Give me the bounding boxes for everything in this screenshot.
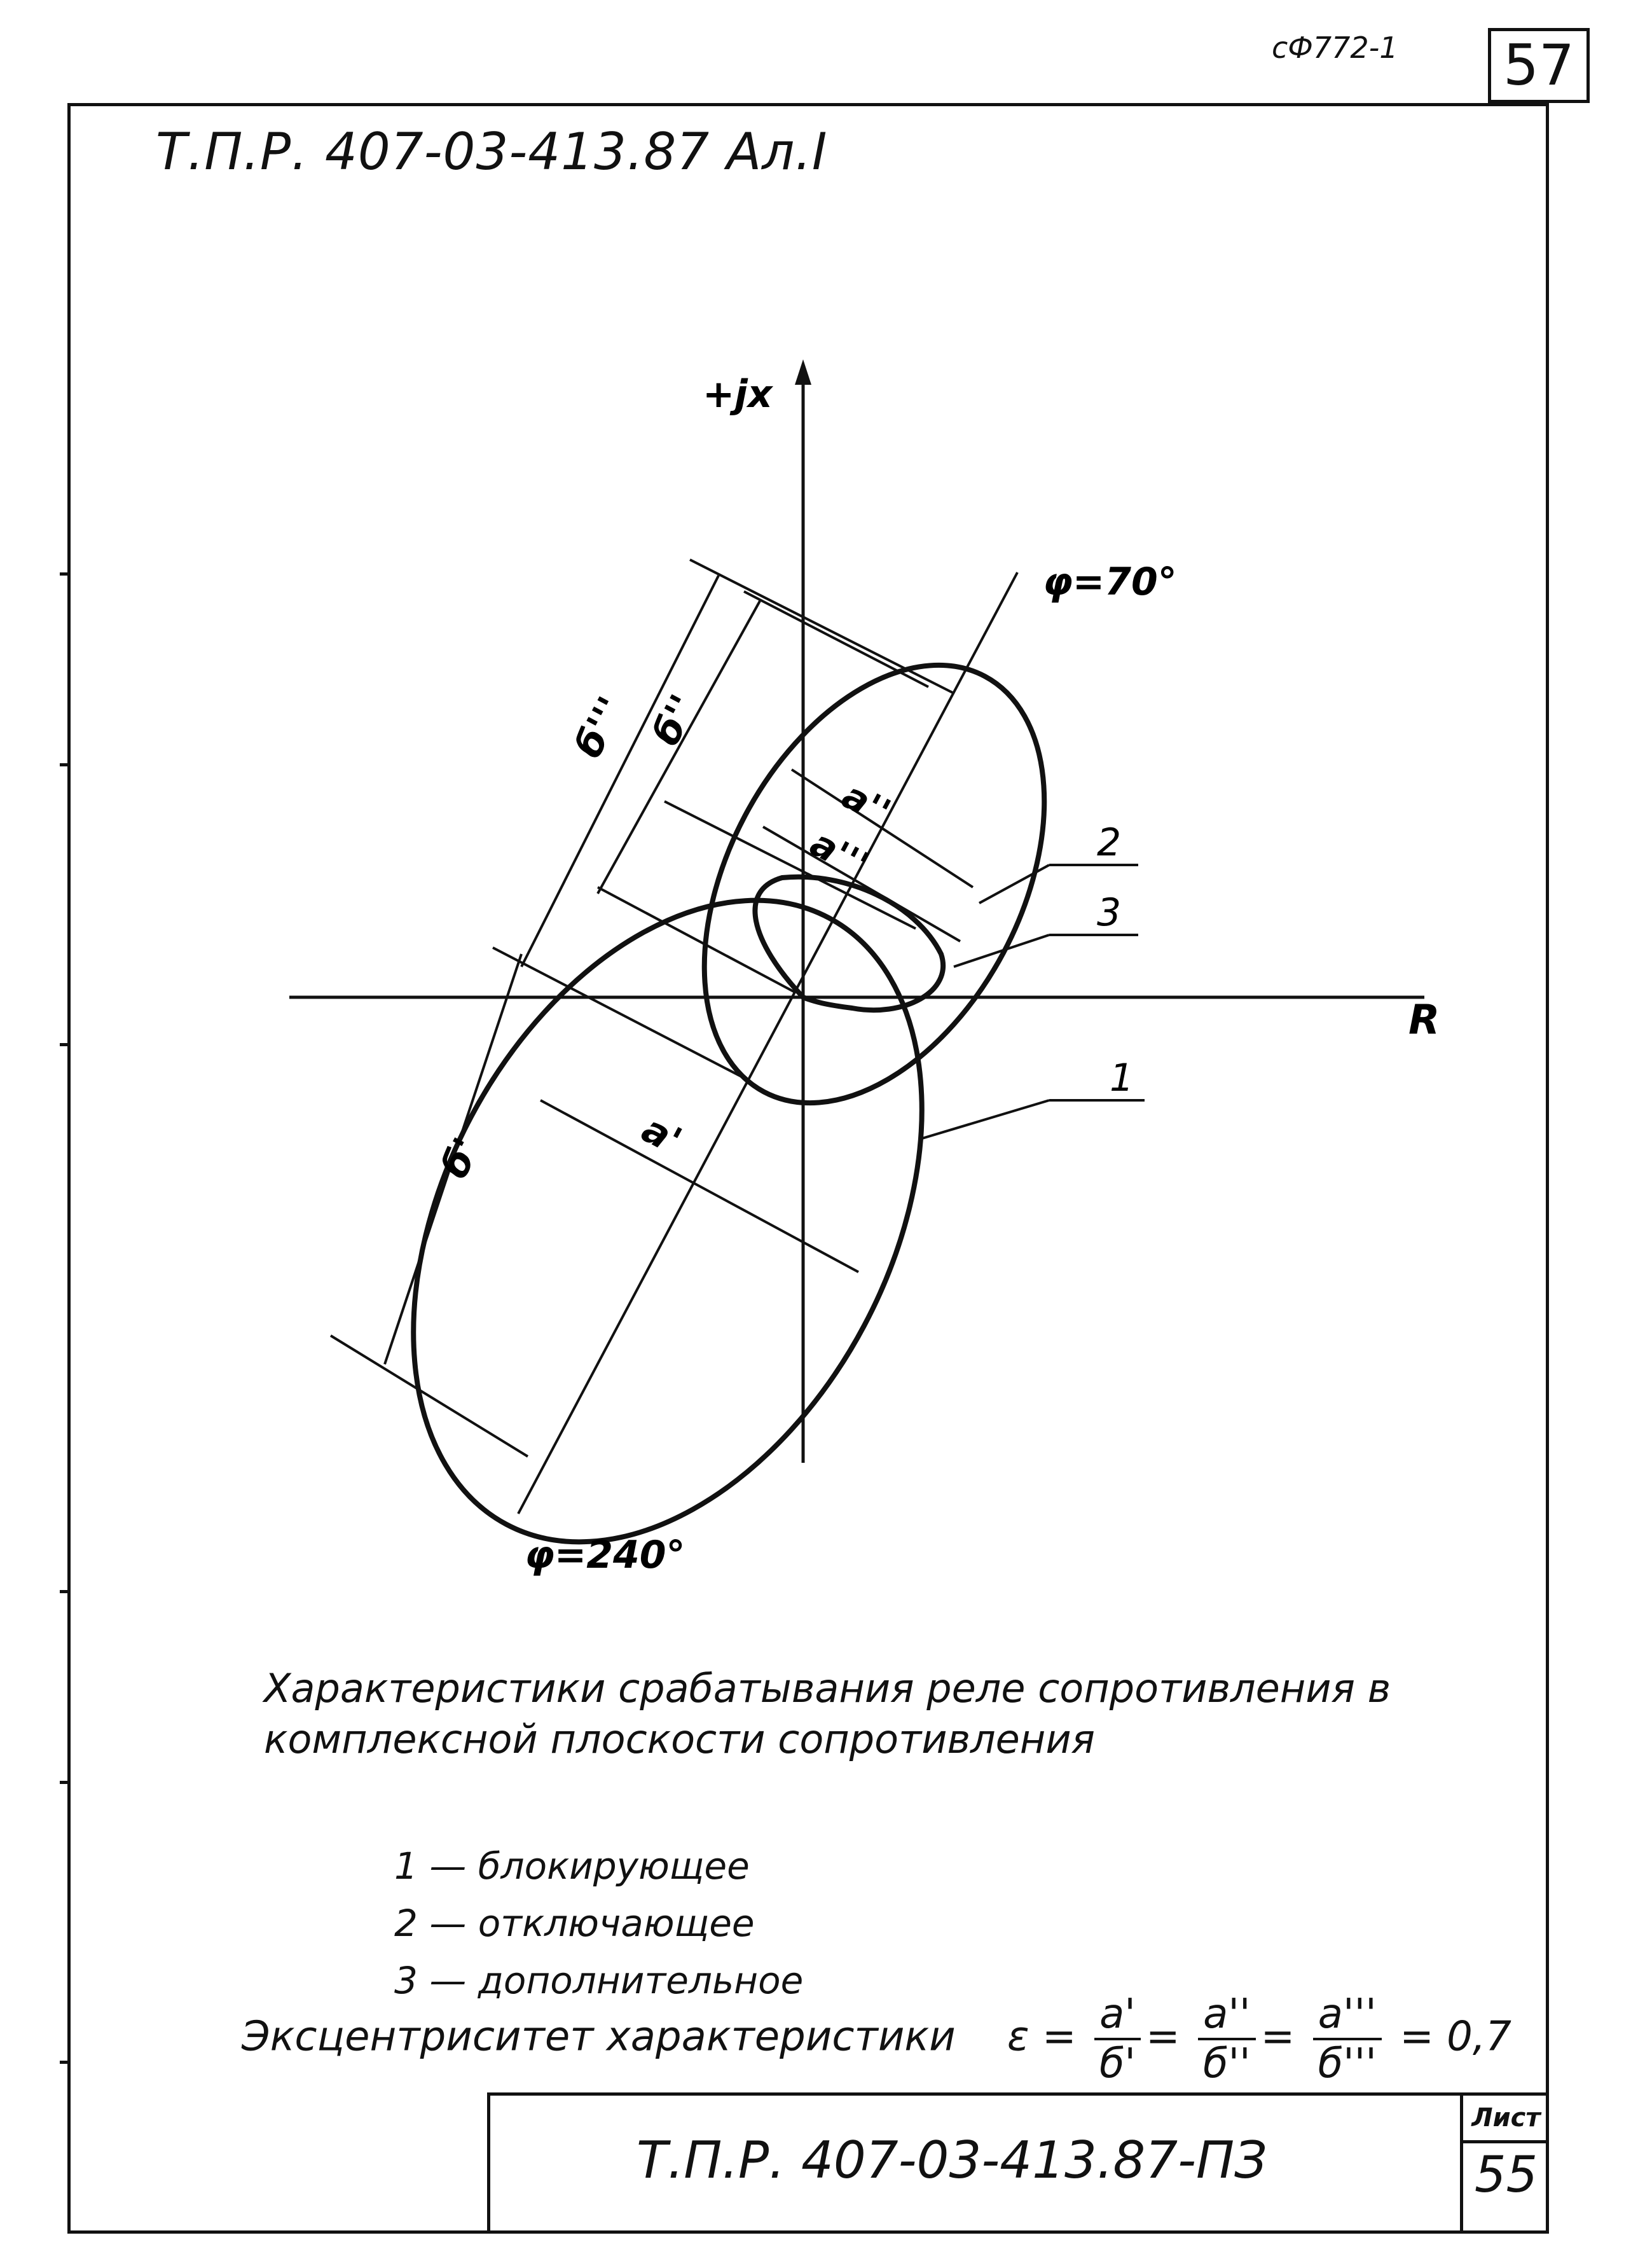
title-block-code: Т.П.Р. 407-03-413.87-ПЗ: [637, 2131, 1267, 2190]
caption-line-1: Характеристики срабатывания реле сопротивления в: [264, 1665, 1391, 1711]
axis-y-label: +jx: [703, 372, 773, 417]
ext-line: [690, 560, 954, 693]
ext-line: [744, 591, 928, 687]
eccentricity-result: = 0,7: [1400, 2013, 1511, 2061]
fraction-3: [1313, 1991, 1382, 2087]
callout-2-number: 2: [1097, 820, 1122, 865]
sheet-label: Лист: [1463, 2096, 1549, 2143]
figure-caption: [264, 1663, 1472, 1765]
handwritten-note: сФ772-1: [1272, 31, 1398, 65]
callout-1-number: 1: [1110, 1056, 1134, 1100]
phi-upper-label: φ=70°: [1043, 560, 1177, 604]
callout-2-leader: [979, 865, 1049, 903]
eccentricity-text: Эксцентриситет характеристики: [242, 2013, 956, 2061]
legend-item: 3 — дополнительное: [394, 1959, 804, 2002]
sheet-number: 55: [1474, 2147, 1538, 2204]
callout-3-number: 3: [1097, 890, 1122, 935]
title-block: [487, 2092, 1549, 2234]
characteristic-2-ellipse: [635, 607, 1114, 1160]
fraction-1-den: б': [1099, 2040, 1136, 2087]
legend-item: 1 — блокирующее: [394, 1844, 750, 1888]
eccentricity-formula: Эксцентриситет характеристики ε = $\frac{a'}{б'}$ = $\frac{a''}{б''}$ = $\frac{a'''}{б'''}$ = 0,7: [242, 1991, 1511, 2087]
dim-b3-line: [521, 576, 719, 967]
dim-a1-label: a': [635, 1107, 689, 1164]
phi-lower-label: φ=240°: [525, 1533, 685, 1577]
callout-3-leader: [954, 935, 1049, 967]
sheet-cell: [1460, 2096, 1549, 2234]
dim-b3-label: б''': [566, 689, 635, 765]
caption-line-2: комплексной плоскости сопротивления: [264, 1716, 1095, 1762]
fraction-1-num: a': [1094, 1991, 1141, 2040]
dim-a1-line: [540, 1100, 858, 1272]
dim-a3-label: a''': [803, 821, 876, 887]
fraction-3-num: a''': [1313, 1991, 1382, 2040]
eccentricity-symbol: ε =: [1007, 2013, 1077, 2061]
dim-b2-label: б'': [644, 688, 707, 753]
ext-line: [331, 1336, 528, 1456]
fraction-2-num: a'': [1198, 1991, 1256, 2040]
fraction-2-den: б'': [1202, 2040, 1251, 2087]
callout-1-leader: [922, 1100, 1049, 1138]
characteristic-3-curve: [755, 877, 943, 1010]
axis-y-arrow: [795, 359, 811, 385]
dim-b1-label: б': [432, 1131, 490, 1186]
legend-item: 2 — отключающее: [394, 1902, 755, 1945]
doc-code: Т.П.Р. 407-03-413.87 Ал.I: [156, 122, 828, 181]
dim-a2-label: a'': [835, 773, 898, 834]
fraction-3-den: б''': [1318, 2040, 1377, 2087]
characteristic-1-ellipse: [310, 813, 1025, 1629]
axis-x-label: R: [1408, 997, 1440, 1044]
fraction-2: [1198, 1991, 1256, 2087]
page-stamp: 57: [1488, 28, 1590, 103]
fraction-1: [1094, 1991, 1141, 2087]
